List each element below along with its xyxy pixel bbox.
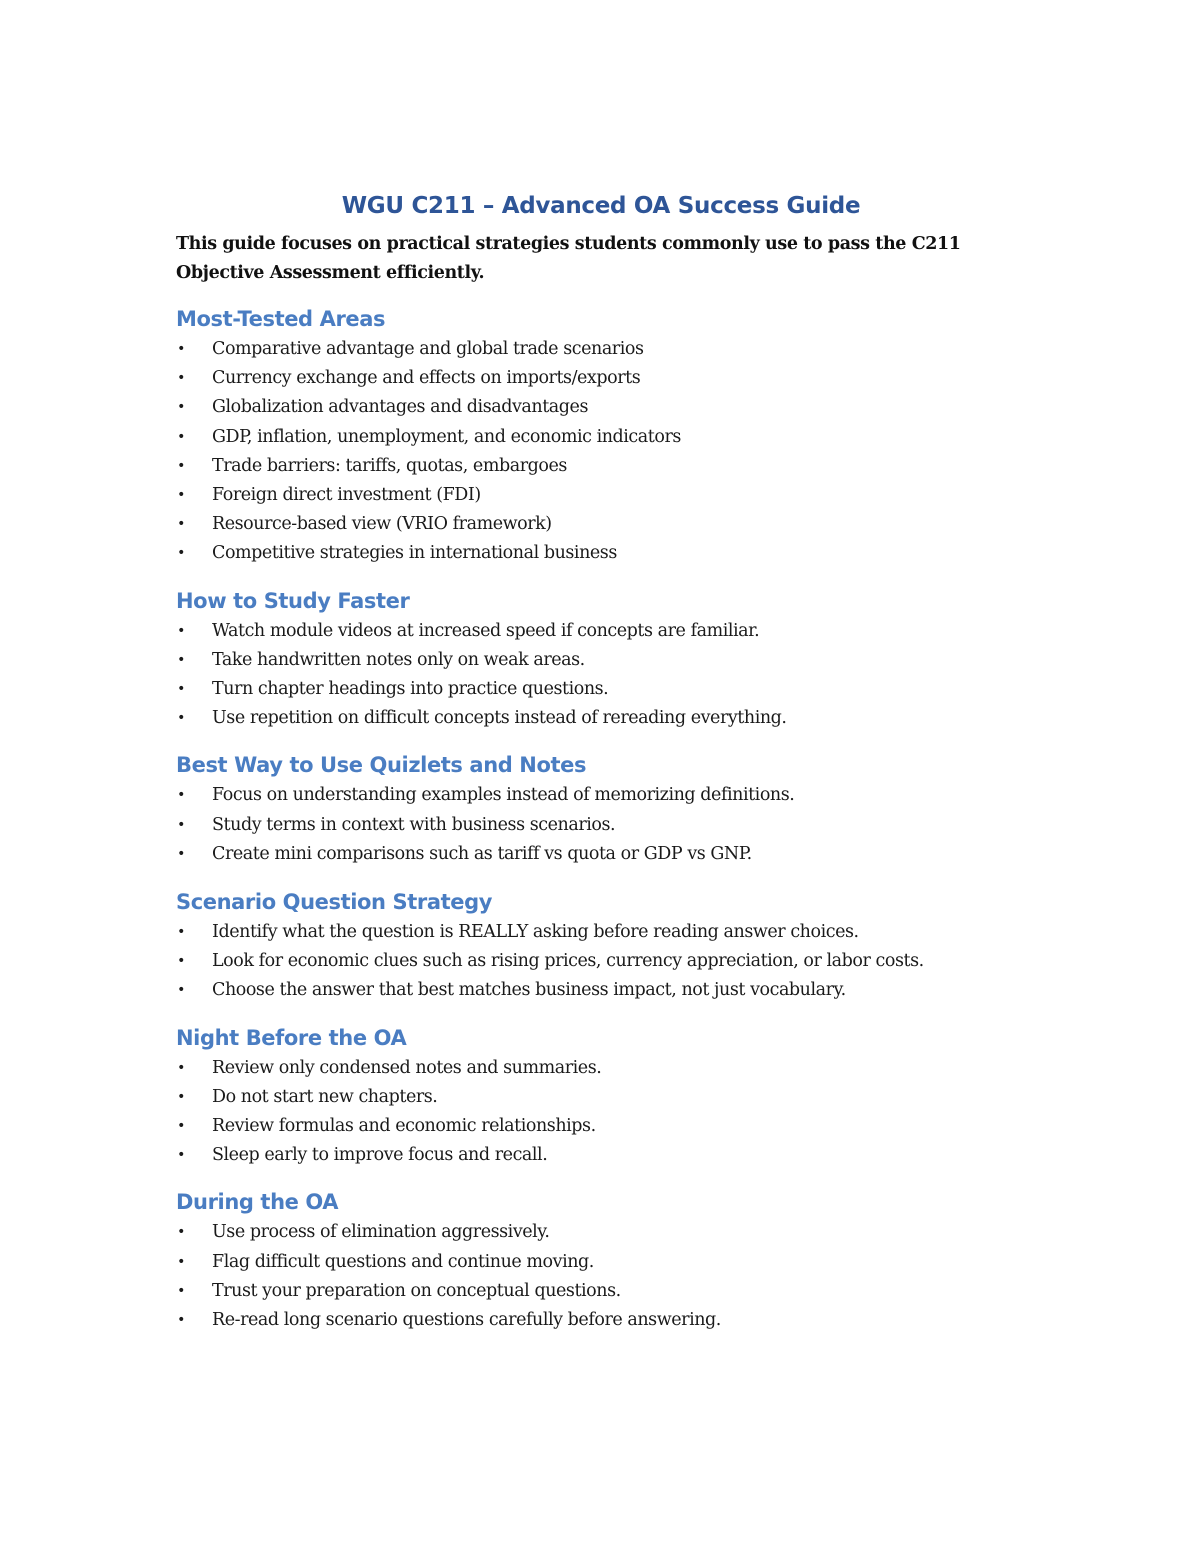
list-item — [176, 423, 1026, 452]
list-item-text: Currency exchange and effects on imports/exports — [212, 368, 641, 389]
list-item — [176, 918, 1026, 947]
list-item — [176, 840, 1026, 869]
bullet-icon: • — [177, 710, 185, 727]
list-item — [176, 1054, 1026, 1083]
list-item-text: Sleep early to improve focus and recall. — [212, 1145, 548, 1166]
list-item-text: Do not start new chapters. — [212, 1086, 438, 1107]
bullet-icon: • — [177, 1118, 185, 1135]
list-item — [176, 1277, 1026, 1306]
bullet-list — [176, 918, 1026, 1006]
list-item-text: GDP, inflation, unemployment, and economic indicators — [212, 426, 681, 447]
section-heading: Scenario Question Strategy — [176, 890, 492, 915]
bullet-icon: • — [177, 622, 185, 639]
list-item-text: Use repetition on difficult concepts instead of rereading everything. — [212, 708, 787, 729]
list-item — [176, 617, 1026, 646]
list-item — [176, 811, 1026, 840]
bullet-icon: • — [177, 1253, 185, 1270]
list-item-text: Foreign direct investment (FDI) — [212, 485, 481, 506]
list-item-text: Focus on understanding examples instead of memorizing definitions. — [212, 785, 795, 806]
bullet-list — [176, 1054, 1026, 1171]
bullet-list — [176, 617, 1026, 734]
list-item — [176, 781, 1026, 810]
bullet-icon: • — [177, 457, 185, 474]
document-title: WGU C211 – Advanced OA Success Guide — [341, 193, 861, 219]
list-item-text: Comparative advantage and global trade scenarios — [212, 339, 644, 359]
section-heading: Best Way to Use Quizlets and Notes — [176, 753, 587, 778]
bullet-icon: • — [177, 545, 185, 562]
bullet-icon: • — [177, 982, 185, 999]
section — [176, 586, 1026, 734]
list-item-text: Review only condensed notes and summaries. — [212, 1057, 602, 1078]
list-item — [176, 1083, 1026, 1112]
bullet-icon: • — [177, 428, 185, 445]
section-heading: Most-Tested Areas — [176, 307, 386, 331]
bullet-icon: • — [177, 487, 185, 504]
list-item — [176, 1112, 1026, 1141]
list-item — [176, 976, 1026, 1005]
bullet-icon: • — [177, 787, 185, 804]
list-item — [176, 1141, 1026, 1170]
list-item-text: Re-read long scenario questions carefully before answering. — [212, 1310, 721, 1331]
list-item — [176, 1248, 1026, 1277]
list-item — [176, 704, 1026, 733]
section — [176, 1023, 1026, 1171]
list-item-text: Trade barriers: tariffs, quotas, embargoes — [212, 455, 567, 476]
list-item-text: Competitive strategies in international business — [212, 543, 617, 564]
list-item — [176, 335, 1026, 364]
sections-container — [176, 304, 1026, 1335]
bullet-icon: • — [177, 953, 185, 970]
bullet-icon: • — [177, 399, 185, 416]
list-item-text: Review formulas and economic relationships. — [212, 1116, 596, 1137]
list-item-text: Create mini comparisons such as tariff vs quota or GDP vs GNP. — [212, 843, 752, 864]
section-heading: How to Study Faster — [176, 588, 410, 613]
section — [176, 304, 1026, 569]
list-item — [176, 393, 1026, 422]
section — [176, 887, 1026, 1006]
bullet-list — [176, 1218, 1026, 1335]
document-content — [176, 190, 1026, 1335]
list-item — [176, 675, 1026, 704]
bullet-icon: • — [177, 924, 185, 941]
bullet-icon: • — [177, 651, 185, 668]
section — [176, 750, 1026, 869]
bullet-list — [176, 781, 1026, 869]
bullet-icon: • — [177, 516, 185, 533]
list-item — [176, 539, 1026, 568]
section-heading: During the OA — [176, 1190, 339, 1215]
list-item — [176, 510, 1026, 539]
bullet-icon: • — [177, 1059, 185, 1076]
list-item-text: Trust your preparation on conceptual questions. — [212, 1280, 621, 1301]
list-item-text: Take handwritten notes only on weak areas. — [212, 649, 585, 670]
list-item-text: Look for economic clues such as rising prices, currency appreciation, or labor costs. — [212, 951, 924, 972]
list-item — [176, 947, 1026, 976]
document-intro: This guide focuses on practical strategies students commonly use to pass the C211 Objective Assessment efficiently. — [176, 234, 961, 283]
list-item — [176, 481, 1026, 510]
list-item-text: Flag difficult questions and continue moving. — [212, 1251, 594, 1272]
bullet-icon: • — [177, 1147, 185, 1164]
list-item-text: Turn chapter headings into practice questions. — [212, 679, 609, 700]
list-item-text: Choose the answer that best matches business impact, not just vocabulary. — [212, 980, 846, 1001]
bullet-icon: • — [177, 845, 185, 862]
bullet-list — [176, 335, 1026, 569]
list-item-text: Resource-based view (VRIO framework) — [212, 514, 552, 535]
list-item-text: Identify what the question is REALLY asking before reading answer choices. — [212, 922, 859, 943]
list-item — [176, 1218, 1026, 1247]
bullet-icon: • — [177, 1088, 185, 1105]
bullet-icon: • — [177, 1282, 185, 1299]
list-item-text: Use process of elimination aggressively. — [212, 1222, 550, 1243]
bullet-icon: • — [177, 681, 185, 698]
section — [176, 1187, 1026, 1335]
list-item-text: Globalization advantages and disadvantages — [212, 397, 588, 418]
bullet-icon: • — [177, 341, 185, 357]
bullet-icon: • — [177, 1224, 185, 1241]
list-item — [176, 364, 1026, 393]
bullet-icon: • — [177, 816, 185, 833]
list-item-text: Study terms in context with business scenarios. — [212, 814, 616, 835]
bullet-icon: • — [177, 370, 185, 387]
list-item — [176, 646, 1026, 675]
list-item — [176, 1306, 1026, 1335]
list-item — [176, 452, 1026, 481]
section-heading: Night Before the OA — [176, 1025, 407, 1050]
list-item-text: Watch module videos at increased speed if concepts are familiar. — [212, 620, 760, 641]
bullet-icon: • — [177, 1312, 185, 1329]
